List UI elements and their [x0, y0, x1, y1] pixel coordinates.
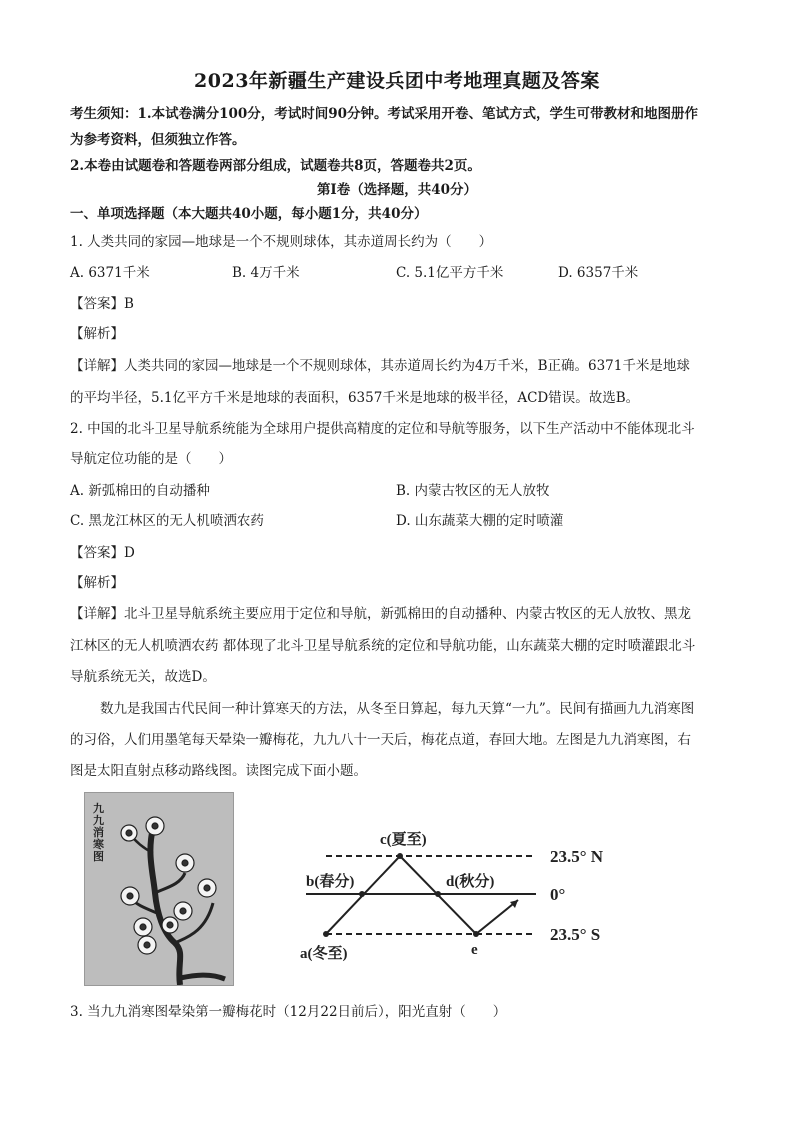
q2-detail-3: 导航系统无关，故选D。	[70, 669, 216, 685]
plum-flower	[138, 936, 156, 954]
q1-stem: 1. 人类共同的家园—地球是一个不规则球体，其赤道周长约为（ ）	[70, 234, 493, 250]
q1-answer: 【答案】B	[70, 296, 134, 312]
plum-flower	[121, 887, 139, 905]
label-e: e	[471, 942, 478, 958]
label-c: c(夏至)	[380, 832, 427, 848]
q1-option-d: D. 6357千米	[558, 265, 639, 281]
q1-detail-2: 的平均半径，5.1亿平方千米是地球的表面积，6357千米是地球的极半径，ACD错误。故选B。	[70, 390, 640, 406]
plum-flower	[162, 917, 178, 933]
q2-detail-2: 江林区的无人机喷洒农药 都体现了北斗卫星导航系统的定位和导航功能，山东蔬菜大棚的定时喷灌跟北斗	[70, 638, 696, 654]
plum-root	[180, 975, 225, 979]
plum-flower	[174, 902, 192, 920]
point-c	[397, 853, 403, 859]
q1-option-c: C. 5.1亿平方千米	[396, 265, 504, 281]
plum-figure-caption: 九九消寒图	[93, 802, 104, 863]
label-b: b(春分)	[306, 874, 355, 890]
point-d	[435, 891, 441, 897]
q2-option-a: A. 新弧棉田的自动播种	[70, 483, 210, 499]
point-e	[473, 931, 479, 937]
q2-option-c: C. 黑龙江林区的无人机喷洒农药	[70, 513, 264, 529]
q1-option-a: A. 6371千米	[70, 265, 150, 281]
label-lat-s: 23.5° S	[550, 925, 601, 944]
sun-path-diagram	[296, 820, 636, 970]
q1-analysis-label: 【解析】	[70, 326, 124, 342]
label-a: a(冬至)	[300, 946, 348, 962]
passage-line-1: 数九是我国古代民间一种计算寒天的方法，从冬至日算起，每九天算“一九”。民间有描画九九消寒图	[100, 701, 695, 717]
q2-analysis-label: 【解析】	[70, 575, 124, 591]
section-heading: 第Ⅰ卷（选择题，共40分）	[316, 182, 478, 198]
q1-detail-1: 【详解】人类共同的家园—地球是一个不规则球体，其赤道周长约为4万千米，B正确。6371千米是地球	[70, 358, 690, 374]
q2-detail-1: 【详解】北斗卫星导航系统主要应用于定位和导航，新弧棉田的自动播种、内蒙古牧区的无人放牧、黑龙	[70, 606, 691, 622]
plum-flower	[146, 817, 164, 835]
label-lat-0: 0°	[550, 885, 566, 904]
plum-blossom-drawing	[85, 793, 233, 985]
plum-flower	[121, 825, 137, 841]
path-arrow-icon	[510, 900, 518, 908]
q1-option-b: B. 4万千米	[232, 265, 300, 281]
q3-stem: 3. 当九九消寒图晕染第一瓣梅花时（12月22日前后），阳光直射（ ）	[70, 1004, 507, 1020]
part-heading: 一、单项选择题（本大题共40小题，每小题1分，共40分）	[70, 206, 428, 222]
notice-line-1b: 为参考资料，但须独立作答。	[70, 132, 246, 148]
label-lat-n: 23.5° N	[550, 847, 604, 866]
notice-line-1: 考生须知：1.本试卷满分100分，考试时间90分钟。考试采用开卷、笔试方式，学生可带教材和地图册作	[70, 106, 699, 122]
point-a	[323, 931, 329, 937]
passage-line-3: 图是太阳直射点移动路线图。读图完成下面小题。	[70, 763, 367, 779]
plum-twig	[155, 873, 185, 893]
q2-stem-1: 2. 中国的北斗卫星导航系统能为全球用户提供高精度的定位和导航等服务，以下生产活动中不能体现北斗	[70, 421, 695, 437]
q2-option-b: B. 内蒙古牧区的无人放牧	[396, 483, 550, 499]
plum-blossom-figure	[84, 792, 234, 986]
point-b	[359, 891, 365, 897]
q2-stem-2: 导航定位功能的是（ ）	[70, 451, 232, 467]
notice-line-2: 2.本卷由试题卷和答题卷两部分组成，试题卷共8页，答题卷共2页。	[70, 158, 481, 174]
sun-path-figure	[296, 820, 636, 970]
q2-answer: 【答案】D	[70, 545, 135, 561]
label-d: d(秋分)	[446, 874, 495, 890]
passage-line-2: 的习俗，人们用墨笔每天晕染一瓣梅花，九九八十一天后，梅花点道，春回大地。左图是九九消寒图，右	[70, 732, 691, 748]
plum-flower	[134, 918, 152, 936]
q2-option-d: D. 山东蔬菜大棚的定时喷灌	[396, 513, 564, 529]
plum-flower	[176, 854, 194, 872]
document-title: 2023年新疆生产建设兵团中考地理真题及答案	[194, 70, 600, 92]
plum-flower	[198, 879, 216, 897]
